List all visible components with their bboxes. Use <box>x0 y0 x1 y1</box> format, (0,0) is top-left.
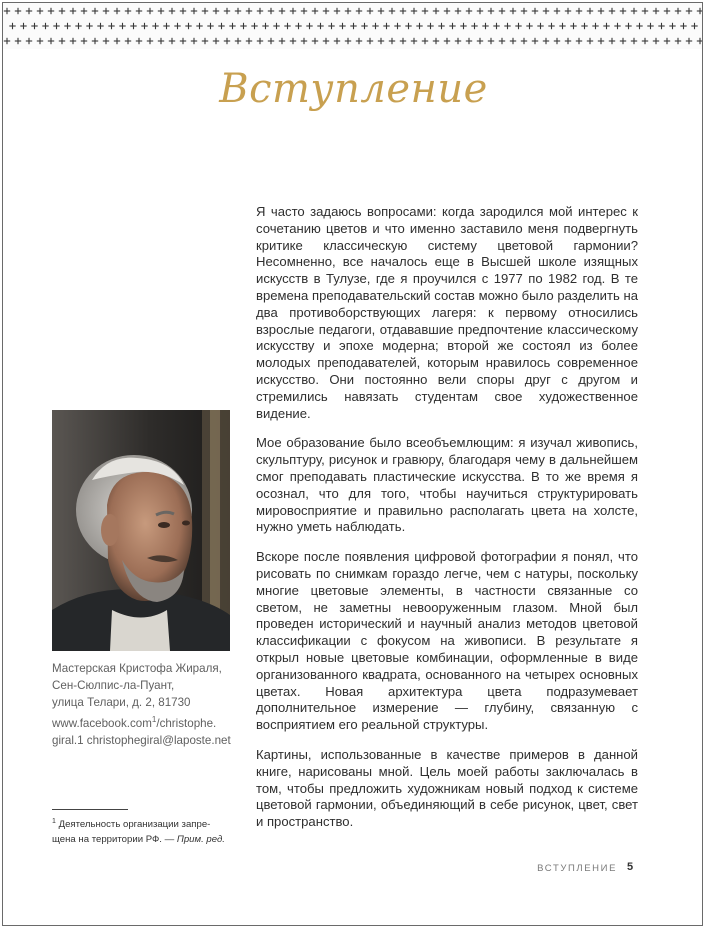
cross-mark <box>48 8 54 14</box>
cross-mark <box>306 23 312 29</box>
cross-mark <box>125 8 131 14</box>
cross-mark <box>191 38 197 44</box>
cross-mark <box>147 38 153 44</box>
cross-mark <box>290 8 296 14</box>
cross-mark <box>213 38 219 44</box>
cross-mark <box>372 23 378 29</box>
cross-mark <box>444 38 450 44</box>
cross-mark <box>26 8 32 14</box>
caption-line: улица Телари, д. 2, 81730 <box>52 696 191 709</box>
cross-mark <box>218 23 224 29</box>
cross-mark <box>339 23 345 29</box>
footnote-rule <box>52 809 128 810</box>
cross-mark <box>350 23 356 29</box>
cross-mark <box>631 8 637 14</box>
cross-mark <box>515 23 521 29</box>
cross-mark <box>455 8 461 14</box>
cross-mark <box>180 8 186 14</box>
cross-mark <box>477 8 483 14</box>
cross-mark <box>449 23 455 29</box>
cross-mark <box>576 8 582 14</box>
cross-mark <box>92 38 98 44</box>
running-head: ВСТУПЛЕНИЕ <box>537 863 617 874</box>
cross-mark <box>378 38 384 44</box>
cross-mark <box>433 8 439 14</box>
cross-mark <box>444 8 450 14</box>
cross-mark <box>119 23 125 29</box>
cross-mark <box>64 23 70 29</box>
cross-mark <box>59 38 65 44</box>
cross-mark <box>532 8 538 14</box>
cross-mark <box>581 23 587 29</box>
cross-mark <box>207 23 213 29</box>
cross-mark <box>334 8 340 14</box>
cross-mark <box>653 8 659 14</box>
cross-mark <box>565 38 571 44</box>
cross-mark <box>9 23 15 29</box>
cross-mark <box>114 8 120 14</box>
cross-mark <box>400 38 406 44</box>
cross-mark <box>400 8 406 14</box>
cross-mark <box>466 8 472 14</box>
cross-mark <box>411 8 417 14</box>
cross-mark <box>510 8 516 14</box>
cross-mark <box>103 8 109 14</box>
cross-mark <box>295 23 301 29</box>
decorative-cross-pattern <box>3 3 702 49</box>
cross-mark <box>614 23 620 29</box>
page-title: Вступление <box>219 66 488 112</box>
cross-mark <box>543 38 549 44</box>
cross-mark <box>301 8 307 14</box>
cross-mark <box>251 23 257 29</box>
cross-mark <box>603 23 609 29</box>
cross-mark <box>169 38 175 44</box>
cross-mark <box>158 38 164 44</box>
cross-mark <box>136 38 142 44</box>
cross-mark <box>158 8 164 14</box>
cross-mark <box>103 38 109 44</box>
cross-mark <box>345 8 351 14</box>
cross-mark <box>191 8 197 14</box>
cross-mark <box>284 23 290 29</box>
cross-mark <box>664 8 670 14</box>
cross-mark <box>389 8 395 14</box>
cross-mark <box>598 38 604 44</box>
cross-mark <box>334 38 340 44</box>
cross-mark <box>235 8 241 14</box>
cross-mark <box>92 8 98 14</box>
cross-mark <box>510 38 516 44</box>
cross-mark <box>345 38 351 44</box>
cross-mark <box>609 8 615 14</box>
cross-mark <box>642 38 648 44</box>
cross-mark <box>240 23 246 29</box>
cross-mark <box>141 23 147 29</box>
cross-mark <box>675 8 681 14</box>
cross-mark <box>543 8 549 14</box>
cross-mark <box>493 23 499 29</box>
cross-mark <box>37 8 43 14</box>
cross-mark <box>691 23 697 29</box>
cross-mark <box>356 8 362 14</box>
cross-mark <box>301 38 307 44</box>
cross-mark <box>598 8 604 14</box>
cross-mark <box>620 8 626 14</box>
cross-mark <box>328 23 334 29</box>
cross-mark <box>130 23 136 29</box>
cross-mark <box>37 38 43 44</box>
cross-mark <box>570 23 576 29</box>
page-number: 5 <box>627 861 634 873</box>
cross-mark <box>422 8 428 14</box>
footnote-marker: 1 <box>151 715 157 724</box>
cross-mark <box>97 23 103 29</box>
cross-mark <box>521 8 527 14</box>
cross-mark <box>312 38 318 44</box>
cross-mark <box>383 23 389 29</box>
cross-mark <box>658 23 664 29</box>
footnote-number: 1 <box>52 818 56 825</box>
cross-mark <box>367 8 373 14</box>
cross-mark <box>312 8 318 14</box>
cross-mark <box>394 23 400 29</box>
cross-mark <box>81 38 87 44</box>
cross-mark <box>202 38 208 44</box>
cross-mark <box>356 38 362 44</box>
photo-caption <box>52 660 252 749</box>
cross-mark <box>125 38 131 44</box>
cross-mark <box>15 8 21 14</box>
cross-mark <box>257 38 263 44</box>
cross-mark <box>642 8 648 14</box>
cross-mark <box>108 23 114 29</box>
footnote-text: щена на территории РФ. — <box>52 833 177 845</box>
body-text <box>256 204 638 844</box>
footnote-text: Деятельность организации запре- <box>58 819 211 831</box>
cross-mark <box>257 8 263 14</box>
cross-mark <box>279 8 285 14</box>
cross-mark <box>136 8 142 14</box>
cross-mark <box>460 23 466 29</box>
cross-mark <box>246 8 252 14</box>
cross-mark <box>75 23 81 29</box>
cross-mark <box>422 38 428 44</box>
paragraph: Картины, использованные в качестве примеров в данной книге, нарисованы мной. Цель моей работы заключалась в том, чтобы предложить художникам новый подход к системе цветовой гармонии, объединяющий в себе рисунок, цвет, свет и пространство. <box>256 746 638 830</box>
paragraph: Вскоре после появления цифровой фотографии я понял, что рисовать по снимкам гораздо легче, чем с натуры, поскольку многие цветовые элементы, в частности связанные со светом, не заметны невооруженным глазом. Мной был проведен исторический и научный анализ методов цветовой классификации с фокусом на живописи. В результате я открыл новые цветовые комбинации, оформленные в виде организованного квадрата, основанного на четырех основных цветах. Новая архитектура цвета подразумевает дополнительное измерение — глубину, связанную с восприятием его реальной структуры. <box>256 549 638 733</box>
cross-mark <box>152 23 158 29</box>
cross-mark <box>4 38 10 44</box>
cross-mark <box>680 23 686 29</box>
cross-mark <box>15 38 21 44</box>
cross-mark <box>416 23 422 29</box>
cross-mark <box>86 23 92 29</box>
cross-mark <box>664 38 670 44</box>
cross-mark <box>433 38 439 44</box>
cross-mark <box>81 8 87 14</box>
cross-mark <box>213 8 219 14</box>
cross-mark <box>411 38 417 44</box>
cross-mark <box>548 23 554 29</box>
caption-line <box>52 711 252 732</box>
cross-mark <box>427 23 433 29</box>
cross-mark <box>669 23 675 29</box>
cross-mark <box>537 23 543 29</box>
cross-mark <box>361 23 367 29</box>
cross-mark <box>636 23 642 29</box>
cross-mark <box>631 38 637 44</box>
cross-mark <box>554 38 560 44</box>
cross-mark <box>620 38 626 44</box>
cross-mark <box>246 38 252 44</box>
cross-mark <box>609 38 615 44</box>
cross-mark <box>697 38 702 44</box>
cross-mark <box>532 38 538 44</box>
cross-mark <box>466 38 472 44</box>
cross-mark <box>587 8 593 14</box>
cross-mark <box>697 8 702 14</box>
cross-mark <box>169 8 175 14</box>
cross-mark <box>477 38 483 44</box>
cross-mark <box>389 38 395 44</box>
caption-line: giral.1 christophegiral@laposte.net <box>52 733 231 747</box>
cross-mark <box>224 8 230 14</box>
cross-mark <box>290 38 296 44</box>
cross-mark <box>675 38 681 44</box>
cross-mark <box>180 38 186 44</box>
cross-mark <box>686 38 692 44</box>
cross-mark <box>163 23 169 29</box>
cross-mark <box>174 23 180 29</box>
cross-mark <box>653 38 659 44</box>
cross-mark <box>438 23 444 29</box>
cross-mark <box>185 23 191 29</box>
paragraph: Я часто задаюсь вопросами: когда зародился мой интерес к сочетанию цветов и что именно заставило меня подвергнуть критике классическую систему цветовой гармонии? Несомненно, все началось еще в Высшей школе изящных искусств в Тулузе, где я проучился с 1977 по 1982 год. В те времена преподавательский состав можно было разделить на два противоборствующих лагеря: к первому относились взрослые педагоги, отдававшие предпочтение классическому искусству и эпохе модерна; второй же состоял из более молодых преподавателей, которым нравилось современное искусство. Они постоянно вели споры друг с другом и стремились навязать студентам свое художественное видение. <box>256 204 638 421</box>
cross-mark <box>279 38 285 44</box>
cross-mark <box>367 38 373 44</box>
cross-mark <box>323 38 329 44</box>
cross-mark <box>499 38 505 44</box>
cross-mark <box>565 8 571 14</box>
cross-mark <box>587 38 593 44</box>
cross-mark <box>576 38 582 44</box>
cross-mark <box>499 8 505 14</box>
caption-line: Сен-Сюлпис-ла-Пуант, <box>52 679 175 692</box>
cross-mark <box>455 38 461 44</box>
cross-mark <box>42 23 48 29</box>
cross-mark <box>504 23 510 29</box>
cross-mark <box>273 23 279 29</box>
footnote <box>52 815 252 847</box>
cross-mark <box>202 8 208 14</box>
cross-mark <box>53 23 59 29</box>
cross-mark <box>488 8 494 14</box>
cross-mark <box>647 23 653 29</box>
cross-mark <box>323 8 329 14</box>
cross-mark <box>196 23 202 29</box>
cross-mark <box>378 8 384 14</box>
cross-mark <box>317 23 323 29</box>
cross-mark <box>592 23 598 29</box>
cross-mark <box>114 38 120 44</box>
paragraph: Мое образование было всеобъемлющим: я изучал живопись, скульптуру, рисунок и гравюру, благодаря чему в дальнейшем смог преподавать пластические искусства. В то же время я осознал, что для того, чтобы научиться структурировать мировосприятие и правильно располагать цвета на холсте, нужно уметь наблюдать. <box>256 435 638 535</box>
cross-mark <box>20 23 26 29</box>
cross-mark <box>70 38 76 44</box>
facebook-link-part: /christophe. <box>156 716 217 730</box>
cross-mark <box>625 23 631 29</box>
cross-mark <box>521 38 527 44</box>
author-portrait-photo <box>52 410 230 651</box>
cross-mark <box>405 23 411 29</box>
facebook-link-part: www.facebook.com <box>52 716 152 730</box>
cross-mark <box>526 23 532 29</box>
caption-line: Мастерская Кристофа Жираля, <box>52 662 222 675</box>
cross-mark <box>471 23 477 29</box>
cross-mark <box>59 8 65 14</box>
cross-mark <box>268 38 274 44</box>
cross-mark <box>262 23 268 29</box>
cross-mark <box>482 23 488 29</box>
cross-mark <box>224 38 230 44</box>
cross-mark <box>559 23 565 29</box>
cross-mark <box>147 8 153 14</box>
cross-mark <box>26 38 32 44</box>
cross-mark <box>686 8 692 14</box>
cross-mark <box>488 38 494 44</box>
cross-mark <box>235 38 241 44</box>
cross-mark <box>4 8 10 14</box>
cross-mark <box>48 38 54 44</box>
editor-note: Прим. ред. <box>176 833 225 845</box>
cross-mark <box>229 23 235 29</box>
cross-mark <box>70 8 76 14</box>
cross-mark <box>31 23 37 29</box>
cross-mark <box>554 8 560 14</box>
cross-mark <box>268 8 274 14</box>
